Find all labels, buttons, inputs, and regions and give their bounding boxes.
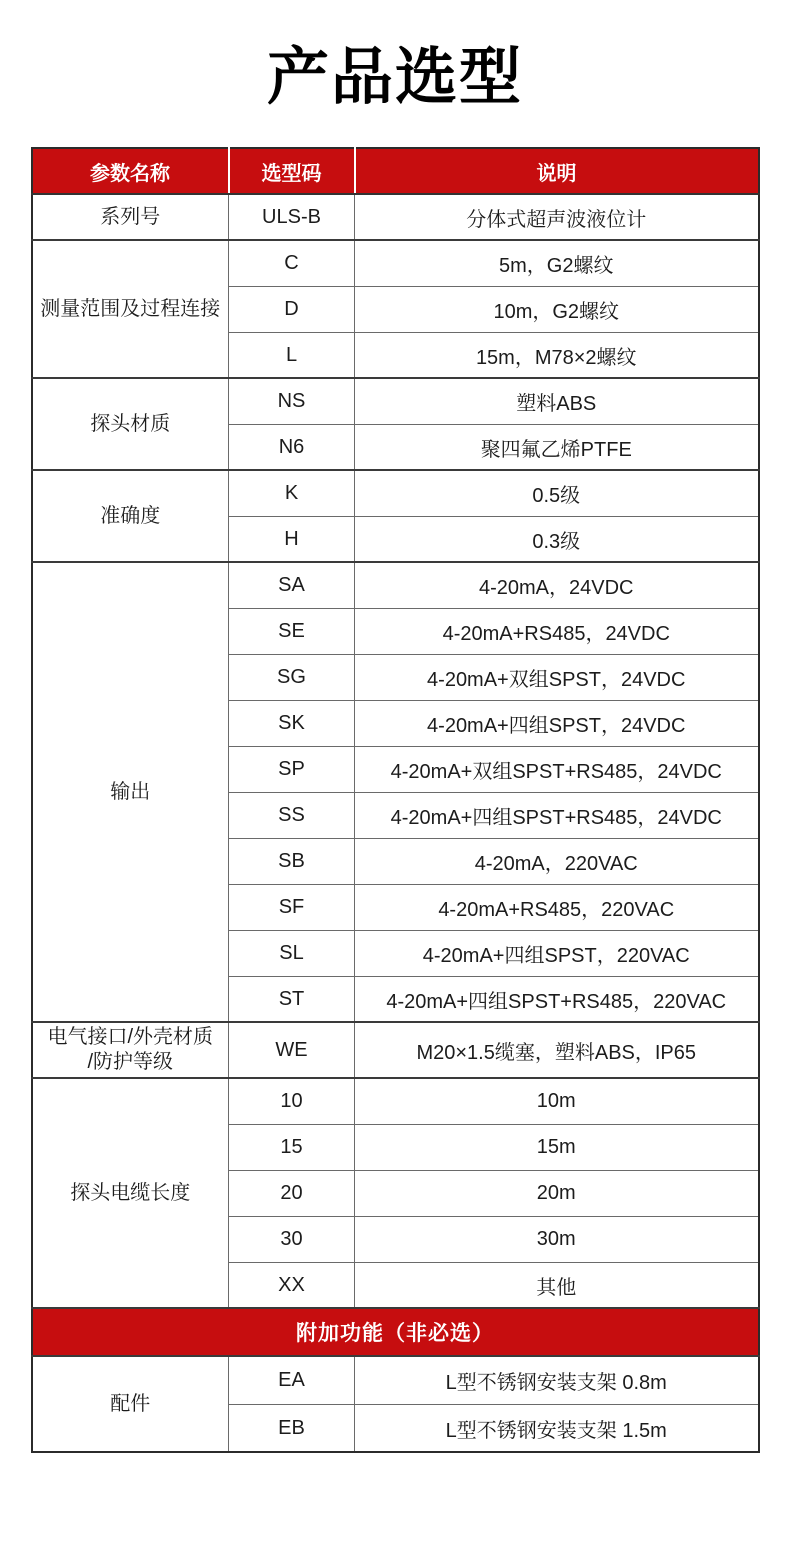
description-cell: L型不锈钢安装支架 0.8m	[355, 1356, 759, 1404]
description-cell: 10m	[355, 1078, 759, 1124]
description-cell: M20×1.5缆塞，塑料ABS，IP65	[355, 1022, 759, 1078]
description-cell: L型不锈钢安装支架 1.5m	[355, 1404, 759, 1452]
description-cell: 4-20mA+四组SPST+RS485，220VAC	[355, 976, 759, 1022]
page-title: 产品选型	[266, 43, 523, 112]
description-cell: 4-20mA+双组SPST+RS485，24VDC	[355, 746, 759, 792]
table-row	[32, 194, 759, 240]
selection-code-cell: C	[229, 240, 355, 286]
table-body	[32, 194, 759, 1452]
parameter-name-cell: 探头材质	[32, 378, 229, 470]
description-cell: 4-20mA，24VDC	[355, 562, 759, 608]
parameter-name-cell: 电气接口/外壳材质 /防护等级	[32, 1022, 229, 1078]
description-cell: 0.3级	[355, 516, 759, 562]
description-cell: 4-20mA+四组SPST，220VAC	[355, 930, 759, 976]
selection-code-cell: N6	[229, 424, 355, 470]
optional-features-banner-label: 附加功能（非必选）	[32, 1308, 759, 1356]
selection-code-cell: 10	[229, 1078, 355, 1124]
selection-code-cell: H	[229, 516, 355, 562]
description-cell: 15m，M78×2螺纹	[355, 332, 759, 378]
parameter-name-cell: 准确度	[32, 470, 229, 562]
selection-code-cell: XX	[229, 1262, 355, 1308]
optional-features-banner-row	[32, 1308, 759, 1356]
selection-code-cell: L	[229, 332, 355, 378]
table-row	[32, 1022, 759, 1078]
description-cell: 20m	[355, 1170, 759, 1216]
selection-code-cell: EB	[229, 1404, 355, 1452]
table-row	[32, 470, 759, 516]
header-cell-code: 选型码	[229, 148, 355, 194]
description-cell: 其他	[355, 1262, 759, 1308]
header-cell-description: 说明	[355, 148, 759, 194]
table-row	[32, 240, 759, 286]
description-cell: 4-20mA+RS485，24VDC	[355, 608, 759, 654]
description-cell: 塑料ABS	[355, 378, 759, 424]
selection-code-cell: EA	[229, 1356, 355, 1404]
parameter-name-cell: 测量范围及过程连接	[32, 240, 229, 378]
table-row	[32, 1356, 759, 1404]
selection-code-cell: SF	[229, 884, 355, 930]
selection-code-cell: NS	[229, 378, 355, 424]
table-row	[32, 562, 759, 608]
selection-code-cell: SB	[229, 838, 355, 884]
parameter-name-cell: 探头电缆长度	[32, 1078, 229, 1308]
description-cell: 15m	[355, 1124, 759, 1170]
page	[0, 42, 790, 1453]
selection-code-cell: SS	[229, 792, 355, 838]
description-cell: 5m，G2螺纹	[355, 240, 759, 286]
selection-code-cell: SK	[229, 700, 355, 746]
product-selection-table	[31, 147, 760, 1453]
selection-code-cell: WE	[229, 1022, 355, 1078]
selection-code-cell: SG	[229, 654, 355, 700]
description-cell: 聚四氟乙烯PTFE	[355, 424, 759, 470]
selection-code-cell: D	[229, 286, 355, 332]
description-cell: 分体式超声波液位计	[355, 194, 759, 240]
selection-code-cell: 15	[229, 1124, 355, 1170]
parameter-name-cell: 配件	[32, 1356, 229, 1452]
header-cell-parameter: 参数名称	[32, 148, 229, 194]
description-cell: 4-20mA+四组SPST+RS485，24VDC	[355, 792, 759, 838]
selection-code-cell: ST	[229, 976, 355, 1022]
table-header-row	[32, 148, 759, 194]
table-row	[32, 378, 759, 424]
selection-code-cell: ULS-B	[229, 194, 355, 240]
selection-code-cell: SP	[229, 746, 355, 792]
selection-code-cell: 30	[229, 1216, 355, 1262]
parameter-name-cell: 输出	[32, 562, 229, 1022]
selection-code-cell: K	[229, 470, 355, 516]
description-cell: 0.5级	[355, 470, 759, 516]
selection-code-cell: 20	[229, 1170, 355, 1216]
description-cell: 30m	[355, 1216, 759, 1262]
parameter-name-cell: 系列号	[32, 194, 229, 240]
selection-code-cell: SL	[229, 930, 355, 976]
description-cell: 4-20mA+双组SPST，24VDC	[355, 654, 759, 700]
description-cell: 4-20mA+RS485，220VAC	[355, 884, 759, 930]
selection-code-cell: SA	[229, 562, 355, 608]
table-row	[32, 1078, 759, 1124]
selection-code-cell: SE	[229, 608, 355, 654]
description-cell: 4-20mA，220VAC	[355, 838, 759, 884]
description-cell: 4-20mA+四组SPST，24VDC	[355, 700, 759, 746]
description-cell: 10m，G2螺纹	[355, 286, 759, 332]
